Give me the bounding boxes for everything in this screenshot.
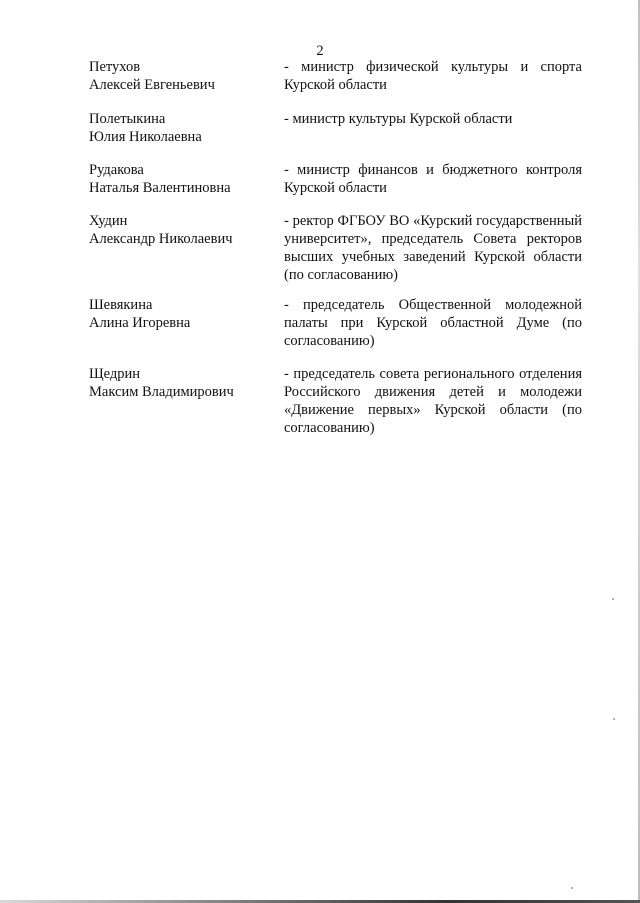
member-given-name: Юлия Николаевна	[89, 129, 202, 145]
member-name	[89, 161, 269, 197]
member-surname: Худин	[89, 213, 128, 229]
member-role: - ректор ФГБОУ ВО «Курский государственный университет», председатель Совета ректоров высших учебных заведений Курской области (по согласованию)	[284, 213, 582, 283]
member-role: - министр физической культуры и спорта Курской области	[284, 59, 582, 93]
member-surname: Рудакова	[89, 162, 144, 178]
member-role: - министр финансов и бюджетного контроля Курской области	[284, 162, 582, 196]
member-given-name: Алина Игоревна	[89, 315, 191, 331]
member-surname: Петухов	[89, 59, 141, 75]
member-given-name: Алексей Евгеньевич	[89, 77, 215, 93]
member-name	[89, 365, 269, 401]
scan-speck	[612, 598, 614, 600]
member-surname: Щедрин	[89, 366, 141, 382]
member-name	[89, 58, 269, 94]
member-surname: Полетыкина	[89, 111, 166, 127]
member-given-name: Максим Владимирович	[89, 384, 234, 400]
member-name	[89, 296, 269, 332]
member-given-name: Александр Николаевич	[89, 231, 233, 247]
page-number: 2	[316, 43, 324, 59]
member-role: - председатель совета регионального отделения Российского движения детей и молодежи «Движение первых» Курской области (по согласованию)	[284, 366, 582, 436]
member-name	[89, 110, 269, 146]
scan-speck	[571, 887, 573, 889]
scan-speck	[613, 718, 615, 720]
member-role: - председатель Общественной молодежной палаты при Курской областной Думе (по согласованию)	[284, 297, 582, 349]
member-role: - министр культуры Курской области	[284, 111, 513, 127]
member-surname: Шевякина	[89, 297, 153, 313]
member-given-name: Наталья Валентиновна	[89, 180, 231, 196]
member-name	[89, 212, 269, 248]
